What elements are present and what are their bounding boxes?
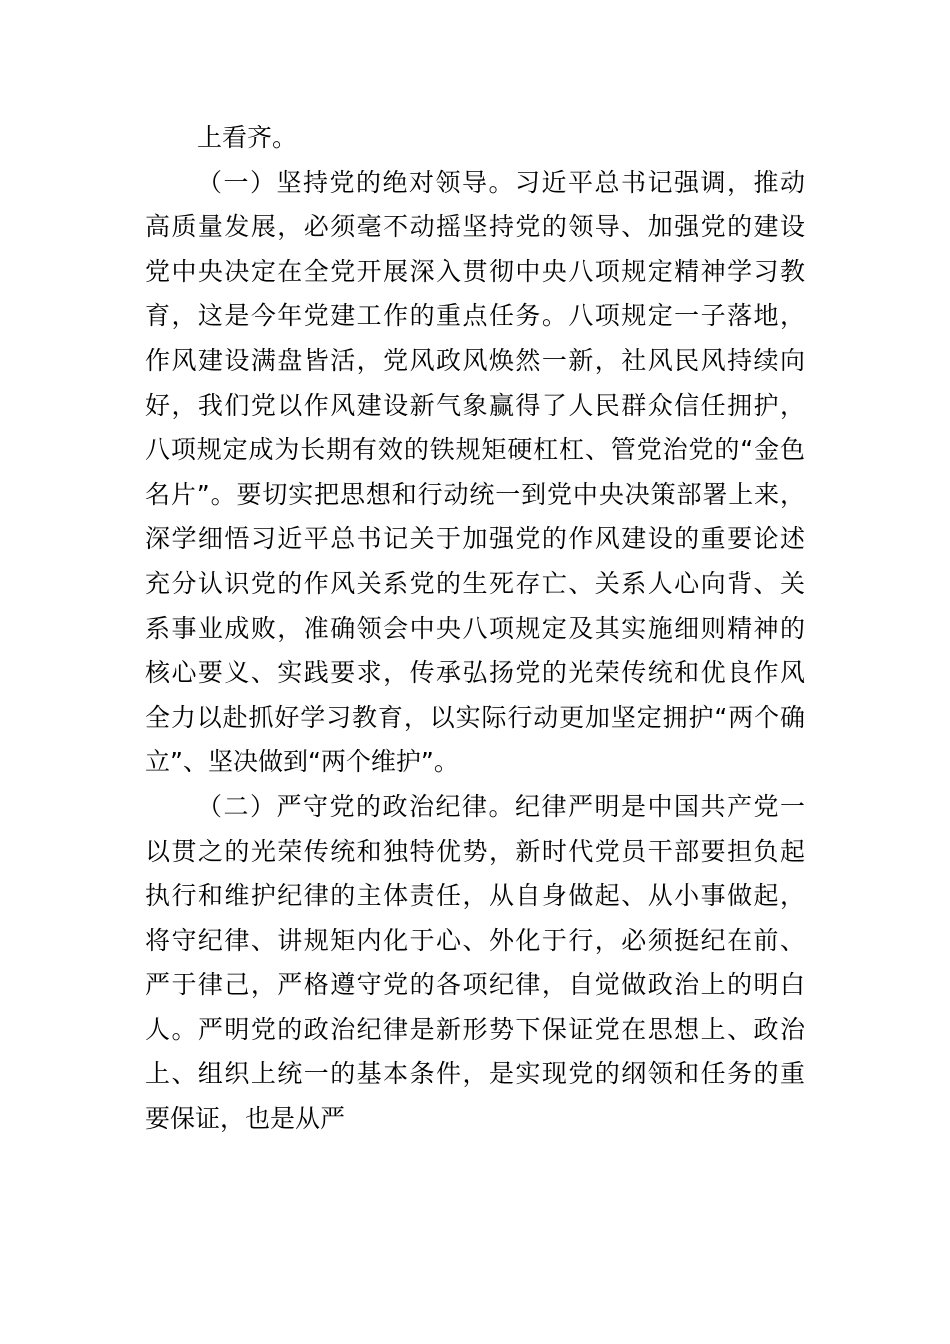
text-line: 要保证，也是从严: [145, 1104, 346, 1134]
document-body: [145, 116, 805, 1142]
text-line: 作风建设满盘皆活，党风政风焕然一新，社风民风持续向: [145, 345, 805, 375]
text-line: 严于律己，严格遵守党的各项纪律，自觉做政治上的明白: [145, 970, 805, 1000]
text-line: 充分认识党的作风关系党的生死存亡、关系人心向背、关: [145, 568, 805, 598]
text-line: 高质量发展，必须毫不动摇坚持党的领导、加强党的建设: [145, 212, 805, 242]
text-line: 执行和维护纪律的主体责任，从自身做起、从小事做起，: [145, 881, 805, 911]
text-line: 八项规定成为长期有效的铁规矩硬杠杠、管党治党的“金色: [145, 435, 805, 465]
text-line: 系事业成败，准确领会中央八项规定及其实施细则精神的: [145, 613, 805, 643]
text-line: 上、组织上统一的基本条件，是实现党的纲领和任务的重: [145, 1059, 805, 1089]
text-line: 党中央决定在全党开展深入贯彻中央八项规定精神学习教: [145, 256, 805, 286]
text-line: 名片”。要切实把思想和行动统一到党中央决策部署上来，: [145, 479, 805, 509]
text-line: 核心要义、实践要求，传承弘扬党的光荣传统和优良作风: [145, 658, 805, 688]
text-line: 全力以赴抓好学习教育，以实际行动更加坚定拥护“两个确: [145, 702, 805, 732]
text-line: 深学细悟习近平总书记关于加强党的作风建设的重要论述: [145, 524, 805, 554]
text-line: 育，这是今年党建工作的重点任务。八项规定一子落地，: [145, 301, 805, 331]
text-line: （二）严守党的政治纪律。纪律严明是中国共产党一: [197, 791, 805, 821]
text-line: 将守纪律、讲规矩内化于心、外化于行，必须挺纪在前、: [145, 925, 805, 955]
text-line: 上看齐。: [197, 123, 298, 152]
text-line: 好，我们党以作风建设新气象赢得了人民群众信任拥护，: [145, 390, 805, 420]
text-line: 以贯之的光荣传统和独特优势，新时代党员干部要担负起: [145, 836, 805, 866]
text-line: 立”、坚决做到“两个维护”。: [145, 747, 459, 777]
text-line: （一）坚持党的绝对领导。习近平总书记强调，推动: [197, 167, 805, 197]
text-line: 人。严明党的政治纪律是新形势下保证党在思想上、政治: [145, 1014, 805, 1044]
